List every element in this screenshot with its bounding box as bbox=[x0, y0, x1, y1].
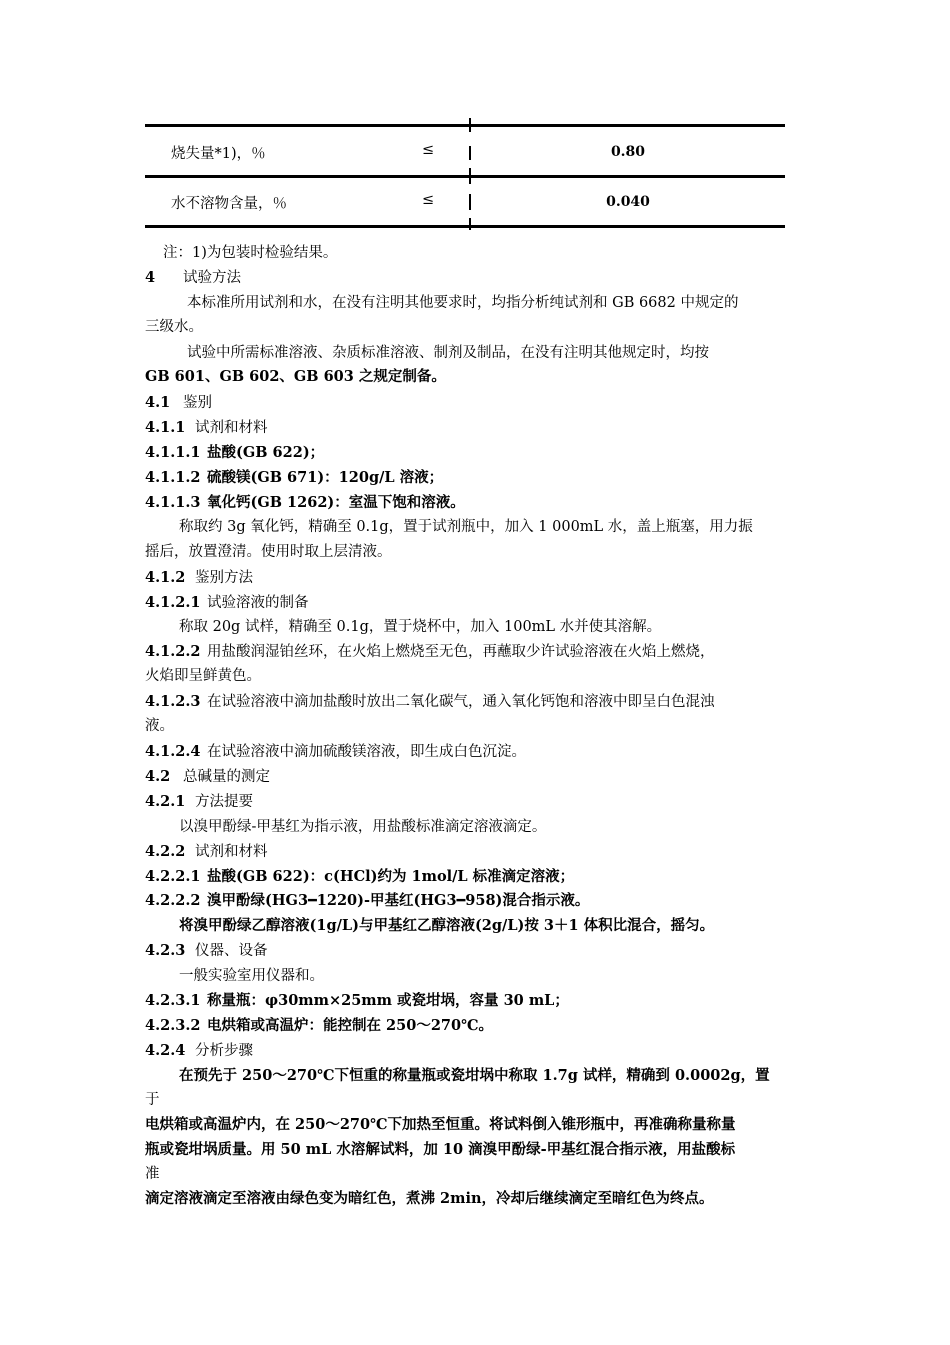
section-heading bbox=[145, 768, 270, 786]
paragraph-line: 试验中所需标准溶液、杂质标准溶液、制剂及制品，在没有注明其他规定时，均按 bbox=[187, 345, 709, 361]
clause-text: 称量瓶：φ30mm×25mm 或瓷坩埚，容量 30 mL； bbox=[207, 992, 569, 1009]
section-heading bbox=[145, 843, 268, 861]
spec-table bbox=[145, 124, 785, 246]
clause-text: 溴甲酚绿(HG3━1220)-甲基红(HG3━958)混合指示液。 bbox=[207, 892, 590, 909]
paragraph-line: 准 bbox=[145, 1166, 160, 1182]
section-title: 鉴别 bbox=[183, 395, 212, 411]
clause-text: 在试验溶液中滴加盐酸时放出二氧化碳气，通入氧化钙饱和溶液中即呈白色混浊 bbox=[207, 694, 715, 710]
paragraph-line: 以溴甲酚绿-甲基红为指示液，用盐酸标准滴定溶液滴定。 bbox=[179, 819, 547, 835]
section-title: 试剂和材料 bbox=[195, 844, 268, 860]
clause-number: 4.2.3.1 bbox=[145, 992, 201, 1009]
clause bbox=[145, 469, 443, 487]
clause bbox=[145, 892, 589, 910]
paragraph-line: 电烘箱或高温炉内，在 250～270℃下加热至恒重。将试料倒入锥形瓶中，再准确称量称量 bbox=[145, 1116, 736, 1133]
clause-number: 4.1.1.1 bbox=[145, 444, 201, 461]
clause bbox=[145, 743, 526, 761]
clause-text: 盐酸(GB 622)； bbox=[207, 444, 325, 461]
section-number: 4.1 bbox=[145, 394, 171, 411]
clause-number: 4.2.2.2 bbox=[145, 892, 201, 909]
clause-number: 4.1.1.3 bbox=[145, 494, 201, 511]
section-heading bbox=[145, 569, 253, 587]
section-heading bbox=[145, 1042, 253, 1060]
paragraph-line: 三级水。 bbox=[145, 319, 203, 335]
section-number: 4.1.1 bbox=[145, 419, 186, 436]
clause bbox=[145, 494, 465, 512]
row-2-value: 0.040 bbox=[606, 194, 650, 210]
clause-number: 4.2.2.1 bbox=[145, 868, 201, 885]
clause bbox=[145, 693, 715, 711]
table-note: 注：1)为包装时检验结果。 bbox=[163, 245, 338, 261]
clause-number: 4.1.2.4 bbox=[145, 743, 201, 760]
section-number: 4.2.4 bbox=[145, 1042, 186, 1059]
paragraph-line: GB 601、GB 602、GB 603 之规定制备。 bbox=[145, 368, 446, 385]
clause bbox=[145, 594, 309, 612]
row-1-operator: ≤ bbox=[422, 142, 435, 158]
table-divider bbox=[469, 168, 471, 184]
paragraph-line: 液。 bbox=[145, 718, 174, 734]
table-divider bbox=[469, 118, 471, 132]
section-number: 4.2.3 bbox=[145, 942, 186, 959]
table-divider bbox=[469, 218, 471, 230]
paragraph-line: 一般实验室用仪器和。 bbox=[179, 968, 324, 984]
clause bbox=[145, 1017, 493, 1035]
paragraph-line: 火焰即呈鲜黄色。 bbox=[145, 668, 261, 684]
clause-number: 4.2.3.2 bbox=[145, 1017, 201, 1034]
clause-text: 氧化钙(GB 1262)：室温下饱和溶液。 bbox=[207, 494, 465, 511]
section-heading bbox=[145, 394, 212, 412]
section-title: 总碱量的测定 bbox=[183, 769, 270, 785]
clause-text: 用盐酸润湿铂丝环，在火焰上燃烧至无色，再蘸取少许试验溶液在火焰上燃烧， bbox=[207, 644, 715, 660]
clause bbox=[145, 444, 324, 462]
table-rule-middle bbox=[145, 175, 785, 178]
row-1-label: 烧失量*1)，％ bbox=[171, 146, 266, 162]
section-heading bbox=[145, 269, 241, 287]
table-rule-bottom bbox=[145, 225, 785, 228]
row-2-label: 水不溶物含量，％ bbox=[171, 196, 287, 212]
paragraph-line: 瓶或瓷坩埚质量。用 50 mL 水溶解试料，加 10 滴溴甲酚绿-甲基红混合指示液，用盐酸标 bbox=[145, 1141, 736, 1158]
clause bbox=[145, 643, 715, 661]
section-title: 仪器、设备 bbox=[195, 943, 268, 959]
clause-text: 硫酸镁(GB 671)：120g/L 溶液； bbox=[207, 469, 444, 486]
paragraph-line: 滴定溶液滴定至溶液由绿色变为暗红色，煮沸 2min，冷却后继续滴定至暗红色为终点。 bbox=[145, 1190, 714, 1207]
clause bbox=[145, 992, 569, 1010]
table-rule-top bbox=[145, 124, 785, 127]
section-title: 方法提要 bbox=[195, 794, 253, 810]
row-1-value: 0.80 bbox=[610, 144, 646, 160]
clause-text: 电烘箱或高温炉：能控制在 250～270℃。 bbox=[207, 1017, 493, 1034]
section-number: 4.2.2 bbox=[145, 843, 186, 860]
section-title: 鉴别方法 bbox=[195, 570, 253, 586]
paragraph-line: 摇后，放置澄清。使用时取上层清液。 bbox=[145, 544, 392, 560]
clause bbox=[145, 868, 574, 886]
section-title: 试剂和材料 bbox=[195, 420, 268, 436]
section-title: 试验方法 bbox=[183, 270, 241, 286]
clause-number: 4.1.2.2 bbox=[145, 643, 201, 660]
clause-number: 4.1.2.1 bbox=[145, 594, 201, 611]
paragraph-line: 称取约 3g 氧化钙，精确至 0.1g，置于试剂瓶中，加入 1 000mL 水，盖上瓶塞，用力振 bbox=[179, 519, 753, 535]
paragraph-line: 将溴甲酚绿乙醇溶液(1g/L)与甲基红乙醇溶液(2g/L)按 3＋1 体积比混合，摇匀。 bbox=[179, 917, 715, 934]
section-number: 4.2.1 bbox=[145, 793, 186, 810]
clause-text: 试验溶液的制备 bbox=[207, 595, 309, 611]
paragraph-line: 在预先于 250～270℃下恒重的称量瓶或瓷坩埚中称取 1.7g 试样，精确到 0.0002g，置 bbox=[179, 1067, 770, 1084]
clause-text: 在试验溶液中滴加硫酸镁溶液，即生成白色沉淀。 bbox=[207, 744, 526, 760]
section-number: 4.1.2 bbox=[145, 569, 186, 586]
clause-number: 4.1.2.3 bbox=[145, 693, 201, 710]
paragraph-line: 称取 20g 试样，精确至 0.1g，置于烧杯中，加入 100mL 水并使其溶解。 bbox=[179, 619, 662, 635]
section-number: 4 bbox=[145, 269, 156, 286]
section-heading bbox=[145, 942, 268, 960]
clause-number: 4.1.1.2 bbox=[145, 469, 201, 486]
section-heading bbox=[145, 793, 253, 811]
section-title: 分析步骤 bbox=[195, 1043, 253, 1059]
clause-text: 盐酸(GB 622)：c(HCl)约为 1mol/L 标准滴定溶液； bbox=[207, 868, 575, 885]
section-heading bbox=[145, 419, 268, 437]
paragraph-line: 于 bbox=[145, 1092, 160, 1108]
paragraph-line: 本标准所用试剂和水，在没有注明其他要求时，均指分析纯试剂和 GB 6682 中规定的 bbox=[187, 295, 739, 311]
row-2-operator: ≤ bbox=[422, 192, 435, 208]
section-number: 4.2 bbox=[145, 768, 171, 785]
